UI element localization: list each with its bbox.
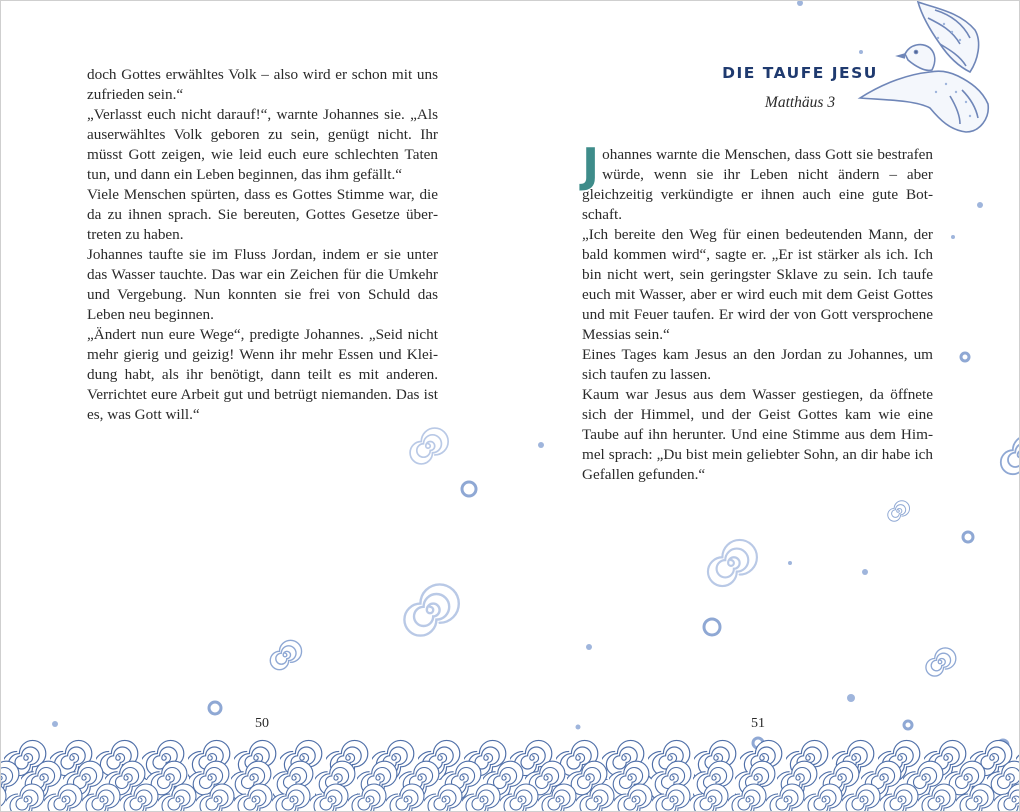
chapter-title: DIE TAUFE JESU [722, 64, 878, 82]
left-page-text [87, 65, 438, 425]
page-number: 51 [751, 716, 765, 731]
paragraph: Viele Menschen spürten, dass es Gottes Stimme war, die da zu ihnen sprach. Sie bereuten, Gottes Gesetze übertreten zu haben. [87, 186, 438, 243]
paragraph: doch Gottes erwähltes Volk – also wird er schon mit uns zufrieden sein.“ [87, 66, 438, 103]
chapter-reference: Matthäus 3 [764, 94, 836, 111]
paragraph-first-text: ohannes warnte die Menschen, dass Gott sie bestrafen würde, wenn sie ihr Leben nicht ändern – aber gleichzeitig verkündigte er ihnen auch eine gute Botschaft. [582, 146, 933, 223]
drop-cap: J [582, 138, 600, 192]
right-page-text [582, 138, 933, 485]
paragraph: Kaum war Jesus aus dem Wasser gestiegen, da öffnete sich der Himmel, und der Geist Gottes kam wie eine Taube auf ihn herunter. Und eine Stimme aus dem Himmel sprach: „Du bist mein geliebter Sohn, an dir habe ich Gefallen gefunden.“ [582, 386, 933, 483]
paragraph: „Verlasst euch nicht darauf!“, warnte Johannes sie. „Als auserwähltes Volk geboren zu sein, genügt nicht. Ihr müsst Gott zeigen, wie leid euch eure schlechten Taten tun, und dann ein Leben beginnen, das ihm gefällt.“ [87, 106, 438, 183]
paragraph-first [582, 138, 933, 225]
right-page [510, 0, 1020, 812]
paragraph: Johannes taufte sie im Fluss Jordan, indem er sie unter das Wasser tauchte. Das war ein Zeichen für die Umkehr und Vergebung. Nun konnten sie frei von Schuld das Leben neu beginnen. [87, 246, 438, 323]
page-number: 50 [255, 716, 269, 731]
paragraph: „Ich bereite den Weg für einen bedeutenden Mann, der bald kommen wird“, sagte er. „Er ist stärker als ich. Ich bin nicht wert, sein geringster Sklave zu sein. Ich taufe euch mit Wasser, aber er wird euch mit dem Geist Gottes und mit Feuer taufen. Er wird der von Gott versprochene Messias sein.“ [582, 226, 933, 343]
paragraph: Eines Tages kam Jesus an den Jordan zu Johannes, um sich taufen zu lassen. [582, 346, 933, 383]
paragraph: „Ändert nun eure Wege“, predigte Johannes. „Seid nicht mehr gierig und geizig! Wenn ihr mehr Essen und Kleidung habt, als ihr benötigt, dann teilt es mit anderen. Verrichtet eure Arbeit gut und betrügt niemanden. Das ist es, was Gott will.“ [87, 326, 438, 423]
